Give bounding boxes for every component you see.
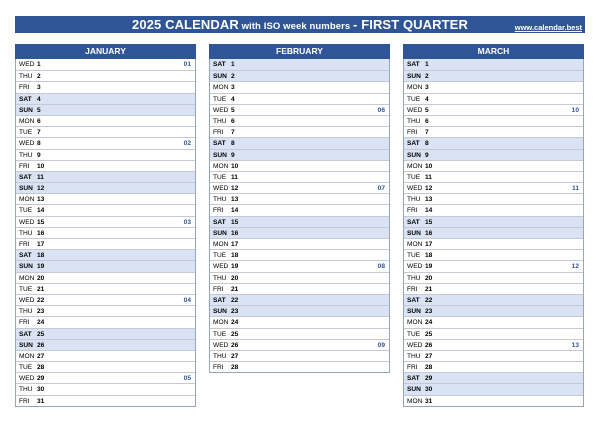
day-number: 1 — [425, 61, 429, 68]
weekday-label: FRI — [19, 162, 30, 170]
weekday-label: FRI — [19, 84, 30, 92]
page-header — [15, 16, 585, 33]
day-row — [210, 126, 389, 137]
weekday-label: SAT — [407, 140, 420, 148]
weekday-label: TUE — [213, 173, 227, 181]
title-subtitle: with ISO week numbers — [238, 21, 354, 32]
day-number: 15 — [425, 218, 433, 226]
day-number: 16 — [37, 229, 45, 237]
day-number: 17 — [231, 241, 239, 248]
week-number: 13 — [571, 341, 579, 349]
day-row — [210, 260, 389, 271]
day-number: 16 — [231, 229, 239, 237]
day-row — [16, 260, 195, 271]
day-row — [16, 227, 195, 238]
weekday-label: TUE — [213, 330, 227, 338]
day-number: 8 — [231, 140, 235, 148]
day-row — [404, 70, 583, 81]
day-row — [16, 59, 195, 70]
day-number: 14 — [231, 207, 239, 215]
day-row — [16, 70, 195, 81]
day-number: 14 — [425, 207, 433, 215]
day-row — [210, 193, 389, 204]
weekday-label: SUN — [213, 151, 227, 159]
day-row — [16, 272, 195, 283]
weekday-label: TUE — [19, 207, 33, 215]
day-row — [404, 182, 583, 193]
day-row — [210, 171, 389, 182]
day-row — [404, 115, 583, 126]
day-row — [404, 126, 583, 137]
day-number: 9 — [425, 151, 429, 159]
weekday-label: MON — [407, 162, 423, 170]
weekday-label: FRI — [213, 285, 224, 293]
weekday-label: THU — [19, 229, 33, 237]
weekday-label: SAT — [213, 61, 226, 68]
day-row — [16, 193, 195, 204]
week-number: 08 — [377, 263, 385, 271]
day-number: 19 — [425, 263, 433, 271]
day-number: 12 — [425, 185, 433, 193]
day-number: 3 — [425, 84, 429, 92]
weekday-label: THU — [407, 274, 421, 282]
weekday-label: WED — [213, 185, 229, 193]
day-number: 26 — [425, 341, 433, 349]
day-row — [210, 283, 389, 294]
week-number: 07 — [377, 185, 385, 193]
weekday-label: SAT — [19, 330, 32, 338]
website-link[interactable]: www.calendar.best — [514, 23, 582, 32]
week-number: 09 — [377, 341, 385, 349]
week-number: 10 — [571, 106, 579, 114]
day-number: 11 — [37, 173, 44, 181]
weekday-label: SUN — [213, 73, 227, 81]
day-row — [404, 238, 583, 249]
week-number: 11 — [572, 185, 579, 193]
day-number: 28 — [425, 364, 433, 372]
day-row — [210, 328, 389, 339]
weekday-label: SUN — [19, 185, 33, 193]
weekday-label: SAT — [407, 61, 420, 68]
day-number: 25 — [231, 330, 239, 338]
day-row — [210, 70, 389, 81]
day-row — [16, 328, 195, 339]
day-row — [404, 160, 583, 171]
weekday-label: FRI — [407, 364, 418, 372]
day-number: 24 — [231, 319, 239, 327]
title-quarter: - FIRST QUARTER — [353, 17, 468, 32]
weekday-label: THU — [213, 352, 227, 360]
weekday-label: WED — [19, 296, 35, 304]
day-number: 14 — [37, 207, 45, 215]
day-number: 30 — [37, 386, 45, 394]
weekday-label: SUN — [19, 263, 33, 271]
day-row — [210, 115, 389, 126]
weekday-label: SUN — [213, 308, 227, 316]
month-title: MARCH — [403, 44, 584, 59]
day-row — [16, 104, 195, 115]
day-number: 30 — [425, 386, 433, 394]
day-number: 24 — [37, 319, 45, 327]
weekday-label: WED — [407, 106, 423, 114]
day-row — [210, 160, 389, 171]
day-number: 19 — [231, 263, 239, 271]
day-row — [16, 238, 195, 249]
day-row — [404, 216, 583, 227]
week-number: 01 — [183, 61, 191, 68]
weekday-label: THU — [19, 386, 33, 394]
day-number: 5 — [37, 106, 41, 114]
day-number: 16 — [425, 229, 433, 237]
weekday-label: SUN — [407, 151, 421, 159]
day-number: 12 — [231, 185, 239, 193]
day-row — [404, 227, 583, 238]
day-number: 25 — [425, 330, 433, 338]
weekday-label: THU — [407, 117, 421, 125]
month-march — [403, 44, 584, 407]
weekday-label: SUN — [407, 386, 421, 394]
day-number: 18 — [231, 252, 239, 260]
day-row — [16, 350, 195, 361]
weekday-label: SAT — [19, 95, 32, 103]
weekday-label: WED — [19, 375, 35, 383]
day-row — [16, 294, 195, 305]
weekday-label: FRI — [407, 285, 418, 293]
day-row — [404, 81, 583, 92]
day-row — [16, 137, 195, 148]
day-row — [16, 216, 195, 227]
weekday-label: SAT — [407, 218, 420, 226]
day-number: 5 — [425, 106, 429, 114]
day-number: 9 — [231, 151, 235, 159]
day-row — [16, 339, 195, 350]
day-number: 8 — [37, 140, 41, 148]
day-number: 23 — [37, 308, 45, 316]
day-row — [210, 182, 389, 193]
day-row — [210, 339, 389, 350]
weekday-label: MON — [213, 162, 229, 170]
day-row — [404, 193, 583, 204]
day-number: 2 — [37, 73, 41, 81]
day-number: 26 — [231, 341, 239, 349]
day-number: 20 — [425, 274, 433, 282]
weekday-label: TUE — [19, 285, 33, 293]
day-number: 15 — [37, 218, 45, 226]
day-number: 29 — [37, 375, 45, 383]
weekday-label: SUN — [407, 229, 421, 237]
day-row — [404, 350, 583, 361]
day-number: 24 — [425, 319, 433, 327]
weekday-label: MON — [407, 84, 423, 92]
weekday-label: FRI — [213, 207, 224, 215]
day-row — [210, 104, 389, 115]
weekday-label: SAT — [19, 173, 32, 181]
weekday-label: WED — [213, 341, 229, 349]
day-row — [16, 160, 195, 171]
weekday-label: SAT — [213, 296, 226, 304]
day-row — [210, 249, 389, 260]
day-row — [404, 249, 583, 260]
day-row — [210, 272, 389, 283]
day-number: 29 — [425, 375, 433, 383]
weekday-label: TUE — [213, 252, 227, 260]
day-row — [16, 81, 195, 92]
day-list — [15, 59, 196, 407]
day-row — [404, 59, 583, 70]
weekday-label: TUE — [407, 173, 421, 181]
weekday-label: TUE — [213, 95, 227, 103]
weekday-label: FRI — [19, 397, 30, 405]
weekday-label: WED — [407, 263, 423, 271]
weekday-label: MON — [19, 352, 35, 360]
weekday-label: SUN — [19, 341, 33, 349]
day-number: 4 — [231, 95, 235, 103]
weekday-label: THU — [407, 352, 421, 360]
day-row — [404, 93, 583, 104]
weekday-label: SAT — [19, 252, 32, 260]
day-number: 23 — [425, 308, 433, 316]
day-number: 20 — [37, 274, 45, 282]
day-row — [16, 126, 195, 137]
day-row — [404, 395, 583, 406]
day-list — [403, 59, 584, 407]
day-number: 7 — [37, 129, 41, 137]
day-number: 12 — [37, 185, 45, 193]
day-row — [210, 305, 389, 316]
day-row — [404, 339, 583, 350]
weekday-label: FRI — [19, 241, 30, 248]
page-title — [15, 16, 585, 33]
week-number: 04 — [183, 296, 191, 304]
day-number: 11 — [425, 173, 432, 181]
weekday-label: MON — [407, 241, 423, 248]
month-title: JANUARY — [15, 44, 196, 59]
day-number: 21 — [231, 285, 239, 293]
weekday-label: FRI — [213, 364, 224, 372]
day-row — [16, 372, 195, 383]
day-number: 26 — [37, 341, 45, 349]
weekday-label: SAT — [213, 218, 226, 226]
day-number: 6 — [231, 117, 235, 125]
day-row — [404, 361, 583, 372]
day-row — [404, 372, 583, 383]
day-row — [16, 316, 195, 327]
weekday-label: WED — [213, 263, 229, 271]
day-row — [16, 182, 195, 193]
day-number: 22 — [425, 296, 433, 304]
day-number: 7 — [425, 129, 429, 137]
day-row — [210, 350, 389, 361]
day-number: 4 — [37, 95, 41, 103]
day-number: 25 — [37, 330, 45, 338]
day-row — [210, 294, 389, 305]
weekday-label: MON — [19, 274, 35, 282]
day-number: 22 — [231, 296, 239, 304]
weekday-label: MON — [213, 84, 229, 92]
day-number: 15 — [231, 218, 239, 226]
day-row — [16, 115, 195, 126]
day-row — [210, 238, 389, 249]
weekday-label: WED — [213, 106, 229, 114]
day-number: 8 — [425, 140, 429, 148]
day-row — [210, 204, 389, 215]
weekday-label: SUN — [407, 73, 421, 81]
day-number: 4 — [425, 95, 429, 103]
day-number: 3 — [231, 84, 235, 92]
weekday-label: TUE — [19, 364, 33, 372]
day-number: 7 — [231, 129, 235, 137]
day-number: 10 — [425, 162, 433, 170]
day-number: 2 — [231, 73, 235, 81]
weekday-label: MON — [19, 117, 35, 125]
day-list — [209, 59, 390, 373]
weekday-label: TUE — [407, 330, 421, 338]
day-number: 27 — [231, 352, 239, 360]
weekday-label: FRI — [407, 129, 418, 137]
weekday-label: WED — [19, 140, 35, 148]
day-number: 31 — [37, 397, 45, 405]
day-row — [16, 204, 195, 215]
day-number: 10 — [37, 162, 45, 170]
day-row — [16, 283, 195, 294]
day-row — [404, 316, 583, 327]
week-number: 03 — [183, 218, 191, 226]
weekday-label: FRI — [407, 207, 418, 215]
day-number: 28 — [37, 364, 45, 372]
day-row — [16, 383, 195, 394]
day-number: 10 — [231, 162, 239, 170]
day-row — [404, 283, 583, 294]
day-row — [404, 305, 583, 316]
weekday-label: MON — [19, 196, 35, 204]
day-number: 22 — [37, 296, 45, 304]
day-number: 17 — [425, 241, 433, 248]
day-number: 18 — [425, 252, 433, 260]
weekday-label: THU — [19, 73, 33, 81]
weekday-label: SAT — [407, 296, 420, 304]
day-row — [16, 93, 195, 104]
day-row — [210, 81, 389, 92]
weekday-label: THU — [19, 308, 33, 316]
day-number: 2 — [425, 73, 429, 81]
day-row — [210, 93, 389, 104]
day-number: 28 — [231, 364, 239, 372]
weekday-label: TUE — [407, 95, 421, 103]
week-number: 05 — [183, 375, 191, 383]
weekday-label: WED — [19, 218, 35, 226]
day-number: 9 — [37, 151, 41, 159]
day-number: 1 — [37, 61, 41, 68]
weekday-label: MON — [407, 319, 423, 327]
day-row — [404, 204, 583, 215]
weekday-label: MON — [407, 397, 423, 405]
day-row — [404, 137, 583, 148]
day-number: 13 — [231, 196, 239, 204]
day-number: 23 — [231, 308, 239, 316]
title-year: 2025 CALENDAR — [132, 17, 239, 32]
day-number: 27 — [425, 352, 433, 360]
weekday-label: FRI — [213, 129, 224, 137]
day-number: 13 — [425, 196, 433, 204]
day-row — [404, 328, 583, 339]
weekday-label: THU — [213, 274, 227, 282]
day-number: 5 — [231, 106, 235, 114]
day-row — [404, 171, 583, 182]
weekday-label: THU — [19, 151, 33, 159]
day-number: 31 — [425, 397, 433, 405]
day-row — [210, 227, 389, 238]
day-row — [404, 294, 583, 305]
weekday-label: SUN — [407, 308, 421, 316]
weekday-label: THU — [407, 196, 421, 204]
day-row — [404, 383, 583, 394]
day-row — [404, 104, 583, 115]
day-row — [16, 171, 195, 182]
day-number: 21 — [425, 285, 433, 293]
day-number: 6 — [425, 117, 429, 125]
day-row — [404, 149, 583, 160]
day-number: 6 — [37, 117, 41, 125]
day-row — [404, 260, 583, 271]
day-row — [16, 395, 195, 406]
day-row — [210, 361, 389, 372]
day-row — [16, 149, 195, 160]
day-number: 21 — [37, 285, 45, 293]
day-number: 17 — [37, 241, 45, 248]
weekday-label: FRI — [19, 319, 30, 327]
day-row — [16, 305, 195, 316]
weekday-label: WED — [19, 61, 35, 68]
day-row — [210, 316, 389, 327]
day-number: 18 — [37, 252, 45, 260]
weekday-label: WED — [407, 341, 423, 349]
weekday-label: SAT — [407, 375, 420, 383]
month-title: FEBRUARY — [209, 44, 390, 59]
week-number: 02 — [183, 140, 191, 148]
weekday-label: WED — [407, 185, 423, 193]
weekday-label: THU — [213, 117, 227, 125]
day-number: 27 — [37, 352, 45, 360]
day-number: 19 — [37, 263, 45, 271]
day-row — [210, 216, 389, 227]
weekday-label: SUN — [19, 106, 33, 114]
weekday-label: SUN — [213, 229, 227, 237]
day-row — [210, 137, 389, 148]
weekday-label: THU — [213, 196, 227, 204]
week-number: 06 — [377, 106, 385, 114]
weekday-label: TUE — [407, 252, 421, 260]
day-number: 11 — [231, 173, 238, 181]
weekday-label: SAT — [213, 140, 226, 148]
day-number: 13 — [37, 196, 45, 204]
day-number: 1 — [231, 61, 235, 68]
day-row — [210, 59, 389, 70]
week-number: 12 — [571, 263, 579, 271]
weekday-label: TUE — [19, 129, 33, 137]
month-february — [209, 44, 390, 373]
weekday-label: MON — [213, 241, 229, 248]
month-january — [15, 44, 196, 407]
day-row — [404, 272, 583, 283]
day-number: 20 — [231, 274, 239, 282]
day-row — [16, 249, 195, 260]
day-row — [210, 149, 389, 160]
day-row — [16, 361, 195, 372]
weekday-label: MON — [213, 319, 229, 327]
day-number: 3 — [37, 84, 41, 92]
